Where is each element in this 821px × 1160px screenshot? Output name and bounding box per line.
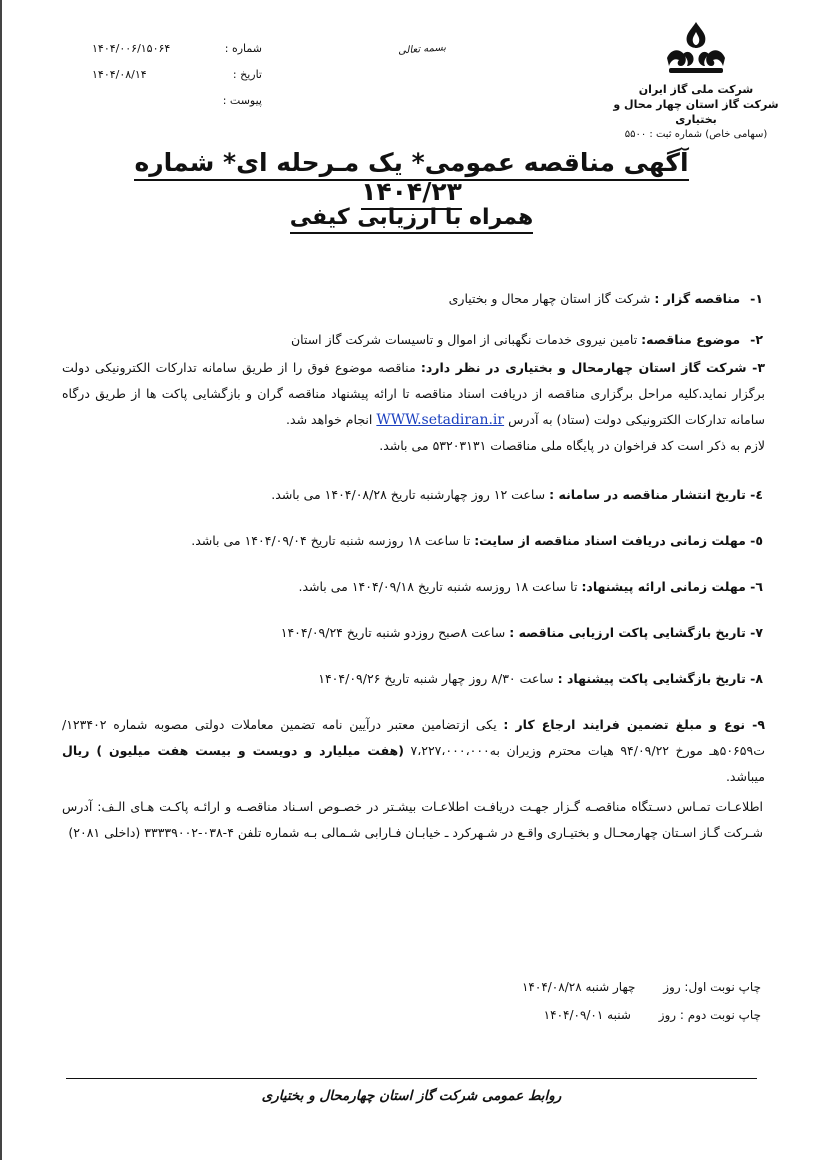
item-tender-subject: [291, 327, 763, 353]
item-proposal-deadline: [298, 574, 763, 600]
print-first: [522, 974, 761, 1000]
item-number: ۲-: [750, 332, 763, 347]
letter-meta: [92, 36, 262, 114]
item-number: ۱-: [750, 291, 763, 306]
item-text-end: میباشد.: [725, 769, 765, 784]
item-text: تا ساعت ۱۸ روزسه شنبه تاریخ ۱۴۰۴/۰۹/۱۸ می باشد.: [298, 579, 578, 594]
notice-subtitle: [102, 205, 721, 230]
company-registration: (سهامی خاص) شماره ثبت : ۵۵۰۰: [624, 129, 768, 140]
tender-code-note: لازم به ذکر است کد فراخوان در پایگاه ملی مناقصات ۵۳۲۰۳۱۳۱ می باشد.: [379, 438, 765, 453]
item-label: ۳- شرکت گاز استان چهارمحال و بختیاری در نظر دارد:: [420, 360, 766, 375]
item-label: مناقصه گزار :: [654, 291, 741, 306]
notice-title-text: آگهی مناقصه عمومی* یک مـرحله ای* شماره ۱۴۰۴/۲۳: [134, 148, 688, 210]
guarantee-amount-words: (هفت میلیارد و دویست و بیست هفت میلیون ) ریال: [62, 743, 404, 758]
item-label: موضوع مناقصه:: [641, 332, 741, 347]
item-text: ساعت ۸/۳۰ روز چهار شنبه تاریخ ۱۴۰۴/۰۹/۲۶: [318, 671, 554, 686]
number-label: شماره :: [224, 42, 262, 55]
attachment-label: پیوست :: [222, 94, 262, 107]
gas-company-logo-icon: [661, 18, 731, 82]
item-tender-issuer: [449, 286, 763, 312]
print-second-label: چاپ نوبت دوم : روز: [658, 1008, 761, 1022]
item-guarantee: [62, 712, 765, 790]
company-subsidiary: شرکت گاز استان چهار محال و بختیاری: [613, 98, 779, 126]
item-publish-date: [271, 482, 763, 508]
item-tender-procedure: [62, 355, 765, 459]
item-text-end: انجام خواهد شد.: [286, 412, 373, 427]
item-text: شرکت گاز استان چهار محال و بختیاری: [448, 291, 651, 306]
item-text: ساعت ۱۲ روز چهارشنبه تاریخ ۱۴۰۴/۰۸/۲۸ می باشد.: [271, 487, 546, 502]
basmala: بسمه تعالی: [397, 42, 447, 57]
meta-number-row: [92, 36, 262, 62]
footer-signature: روابط عمومی شرکت گاز استان چهارمحال و بختیاری: [261, 1088, 562, 1104]
date-label: تاریخ :: [232, 68, 262, 81]
item-evaluation-opening: [281, 620, 763, 646]
item-label: ٦- مهلت زمانی ارائه پیشنهاد:: [581, 579, 763, 594]
setadiran-link[interactable]: WWW.setadiran.ir: [376, 412, 505, 428]
print-first-value: چهار شنبه ۱۴۰۴/۰۸/۲۸: [521, 980, 636, 994]
item-text: ساعت ۸صبح روزدو شنبه تاریخ ۱۴۰۴/۰۹/۲۴: [280, 625, 506, 640]
item-text: تا ساعت ۱۸ روزسه شنبه تاریخ ۱۴۰۴/۰۹/۰۴ می باشد.: [191, 533, 471, 548]
item-label: ٤- تاریخ انتشار مناقصه در سامانه :: [549, 487, 763, 502]
item-proposal-opening: [318, 666, 763, 692]
item-label: ۸- تاریخ بازگشایی پاکت پیشنهاد :: [557, 671, 763, 686]
company-header: [601, 18, 791, 142]
item-text: یکی ازتضامین معتبر درآیین نامه تضمین معاملات دولتی مصوبه شماره ۱۲۳۴۰۲/ت۵۰۶۵۹هـ مورخ ۹۴/۰۹/۲۲ هیات محترم وزیران به۷،۲۲۷،۰۰۰،۰۰۰: [62, 717, 765, 758]
contact-info: اطلاعـات تمـاس دسـتگاه مناقصـه گـزار جهـت دریافـت اطلاعـات بیشـتر در خصـوص اسـناد مناقصـه و ارائـه پاکـت هـای الـف: آدرس شـرکت گـاز اسـتان چهارمحـال و بختیـاری واقـع در شـهرکرد ـ خیابـان فـارابی شـمالی بـه شماره تلفن ۴-۰۳۸-۳۳۳۳۹۰۰۲ (داخلی ۲۰۸۱): [62, 799, 763, 840]
attachment-value: [92, 88, 202, 114]
company-name: شرکت ملی گاز ایران: [638, 83, 754, 96]
item-text: مناقصه موضوع فوق را از طریق سامانه تدارکات الکترونیکی دولت برگزار نماید.کلیه مراحل برگزاری مناقصه از دریافت اسناد مناقصه تا ارائه پیشنهاد مناقصه گران و بازگشایی پاکت ها از طریق درگاه سامانه تدارکات الکترونیکی دولت (ستاد) به آدرس: [62, 360, 765, 427]
meta-attachment-row: [92, 88, 262, 114]
print-second-value: شنبه ۱۴۰۴/۰۹/۰۱: [543, 1008, 631, 1022]
notice-title: [102, 148, 721, 206]
item-document-deadline: [191, 528, 763, 554]
item-text: تامین نیروی خدمات نگهبانی از اموال و تاسیسات شرکت گاز استان: [290, 332, 638, 347]
date-value: ۱۴۰۴/۰۸/۱۴: [92, 68, 147, 81]
footer-divider: [66, 1078, 757, 1079]
print-first-label: چاپ نوبت اول: روز: [663, 980, 761, 994]
number-value: ۱۴۰۴/۰۰۶/۱۵۰۶۴: [92, 42, 171, 55]
print-second: [544, 1002, 761, 1028]
meta-date-row: [92, 62, 262, 88]
item-label: ۹- نوع و مبلغ تضمین فرایند ارجاع کار :: [503, 717, 765, 732]
item-label: ۷- تاریخ بازگشایی پاکت ارزیابی مناقصه :: [509, 625, 763, 640]
item-label: ٥- مهلت زمانی دریافت اسناد مناقصه از سایت:: [474, 533, 763, 548]
notice-subtitle-text: همراه با ارزیابی کیفی: [290, 205, 534, 234]
